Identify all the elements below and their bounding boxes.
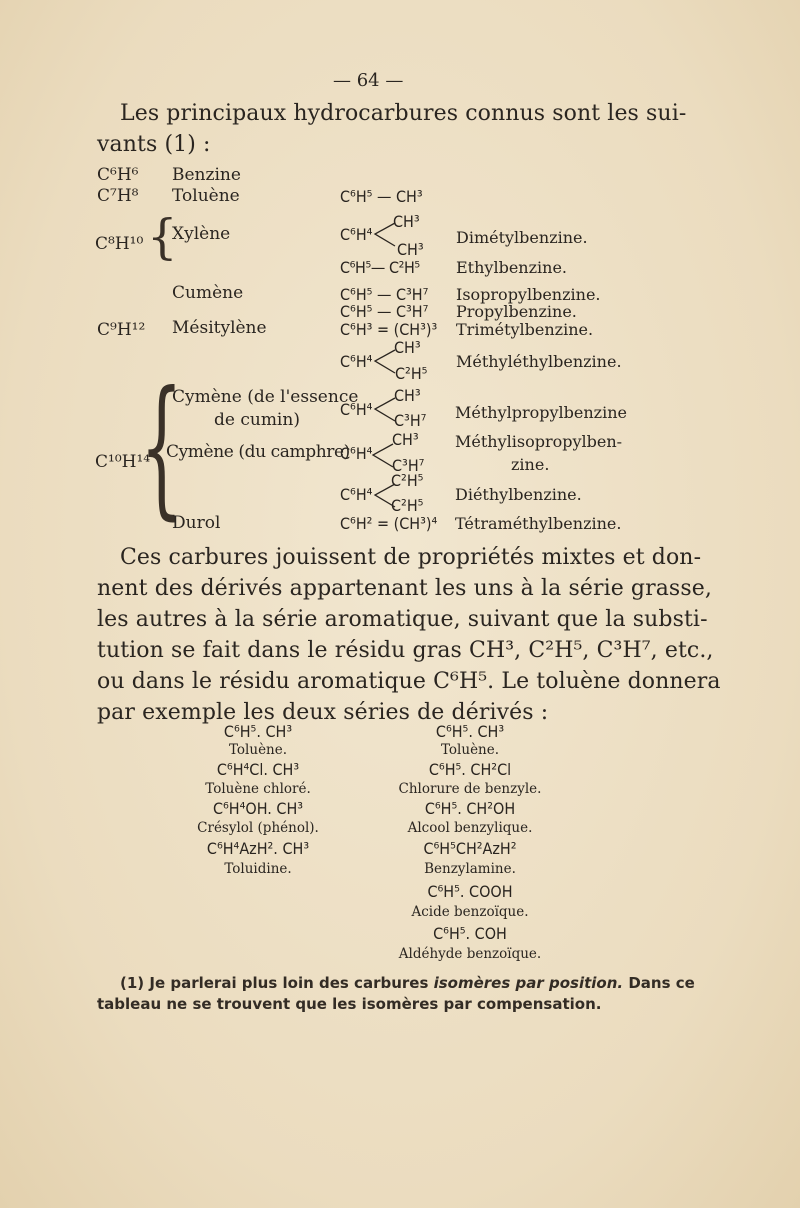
formula-c6h6: C⁶H⁶ — [97, 165, 139, 185]
left-name: Toluène. — [228, 742, 288, 758]
brace-c8h10: { — [147, 209, 178, 265]
desc-methylethyl: Méthyléthylbenzine. — [456, 352, 622, 371]
desc-tetramethyl: Tétraméthylbenzine. — [455, 514, 622, 533]
struct-cymene1-base: C⁶H⁴ — [340, 400, 373, 419]
struct-cymene2-bottom: C³H⁷ — [392, 456, 425, 475]
name-toluene: Toluène — [172, 186, 240, 206]
body-line-2: nent des dérivés appartenant les uns à la série grasse, — [97, 576, 712, 601]
right-formula: C⁶H⁵. COOH — [427, 882, 513, 901]
body-line-5: ou dans le résidu aromatique C⁶H⁵. Le toluène donnera — [97, 669, 721, 694]
intro-line-1: Les principaux hydrocarbures connus sont les sui- — [120, 101, 687, 126]
body-line-1: Ces carbures jouissent de propriétés mixtes et don- — [120, 545, 702, 570]
left-formula: C⁶H⁴OH. CH³ — [212, 799, 304, 818]
brace-c10h14: { — [140, 360, 183, 534]
desc-methylpropyl: Méthylpropylbenzine — [455, 403, 627, 422]
body-line-4: tution se fait dans le résidu gras CH³, C²H⁵, C³H⁷, etc., — [97, 638, 714, 663]
page-number: — 64 — — [333, 70, 404, 91]
name-cymene-1b: de cumin) — [214, 410, 300, 430]
formula-c7h8: C⁷H⁸ — [97, 186, 139, 206]
struct-toluene: C⁶H⁵ — CH³ — [340, 187, 423, 206]
struct-cymene1-top: CH³ — [394, 386, 421, 405]
struct-xylene-base: C⁶H⁴ — [340, 225, 373, 244]
formula-c10h14: C¹⁰H¹⁴ — [95, 452, 151, 472]
left-formula: C⁶H⁴AzH². CH³ — [206, 839, 310, 858]
right-formula: C⁶H⁵. CH²Cl — [428, 760, 512, 779]
footnote-line-2: tableau ne se trouvent que les isomères par compensation. — [97, 995, 602, 1013]
desc-dimethyl: Dimétylbenzine. — [456, 228, 588, 247]
body-line-6: par exemple les deux séries de dérivés : — [97, 700, 549, 725]
struct-diethyl-top: C²H⁵ — [391, 471, 424, 490]
desc-ethyl: Ethylbenzine. — [456, 258, 567, 277]
struct-methylethyl-bottom: C²H⁵ — [395, 364, 428, 383]
struct-cymene1-bottom: C³H⁷ — [394, 411, 427, 430]
formula-c8h10: C⁸H¹⁰ — [95, 234, 144, 254]
struct-xylene-bottom: CH³ — [397, 240, 424, 259]
struct-ethyl: C⁶H⁵— C²H⁵ — [340, 258, 420, 277]
struct-cymene2-top: CH³ — [392, 430, 419, 449]
right-name: Chlorure de benzyle. — [398, 781, 542, 797]
struct-cymene2-base: C⁶H⁴ — [340, 444, 373, 463]
body-line-3: les autres à la série aromatique, suivant que la substi- — [97, 607, 708, 632]
left-name: Toluène chloré. — [205, 781, 311, 797]
desc-methylisopropyl-b: zine. — [511, 455, 550, 474]
struct-methylethyl-top: CH³ — [394, 338, 421, 357]
left-formula: C⁶H⁵. CH³ — [223, 722, 293, 741]
left-name: Crésylol (phénol). — [197, 820, 319, 836]
desc-isopropyl: Isopropylbenzine. — [456, 285, 601, 304]
struct-methylethyl-base: C⁶H⁴ — [340, 352, 373, 371]
struct-trimethyl: C⁶H³ = (CH³)³ — [340, 320, 438, 339]
right-formula: C⁶H⁵. CH²OH — [424, 799, 516, 818]
struct-propyl: C⁶H⁵ — C³H⁷ — [340, 302, 429, 321]
left-formula: C⁶H⁴Cl. CH³ — [216, 760, 300, 779]
desc-propyl: Propylbenzine. — [456, 302, 577, 321]
right-formula: C⁶H⁵CH²AzH² — [423, 839, 517, 858]
name-durol: Durol — [172, 513, 221, 533]
name-mesitylene: Mésitylène — [172, 318, 267, 338]
right-name: Benzylamine. — [424, 861, 516, 877]
desc-trimethyl: Trimétylbenzine. — [456, 320, 594, 339]
right-name: Aldéhyde benzoïque. — [398, 946, 542, 962]
right-name: Toluène. — [440, 742, 500, 758]
name-xylene: Xylène — [172, 224, 231, 244]
struct-xylene-top: CH³ — [393, 212, 420, 231]
right-formula: C⁶H⁵. COH — [433, 924, 507, 943]
right-formula: C⁶H⁵. CH³ — [435, 722, 505, 741]
struct-durol: C⁶H² = (CH³)⁴ — [340, 514, 438, 533]
name-cumene: Cumène — [172, 283, 244, 303]
struct-diethyl-bottom: C²H⁵ — [391, 496, 424, 515]
name-benzine: Benzine — [172, 165, 241, 185]
formula-c9h12: C⁹H¹² — [97, 320, 146, 340]
struct-isopropyl: C⁶H⁵ — C³H⁷ — [340, 285, 429, 304]
struct-diethyl-base: C⁶H⁴ — [340, 485, 373, 504]
desc-diethyl: Diéthylbenzine. — [455, 485, 582, 504]
intro-line-2: vants (1) : — [97, 132, 211, 157]
name-cymene-1a: Cymène (de l'essence — [172, 387, 359, 407]
desc-methylisopropyl-a: Méthylisopropylben- — [455, 432, 623, 451]
footnote-line-1: (1) Je parlerai plus loin des carbures isomères par position. Dans ce — [120, 974, 695, 992]
left-name: Toluidine. — [224, 861, 292, 877]
name-cymene-2: Cymène (du camphre) — [166, 442, 350, 462]
right-name: Alcool benzylique. — [407, 820, 533, 836]
right-name: Acide benzoïque. — [411, 904, 529, 920]
footnote-emphasis: isomères par position. — [433, 974, 624, 992]
